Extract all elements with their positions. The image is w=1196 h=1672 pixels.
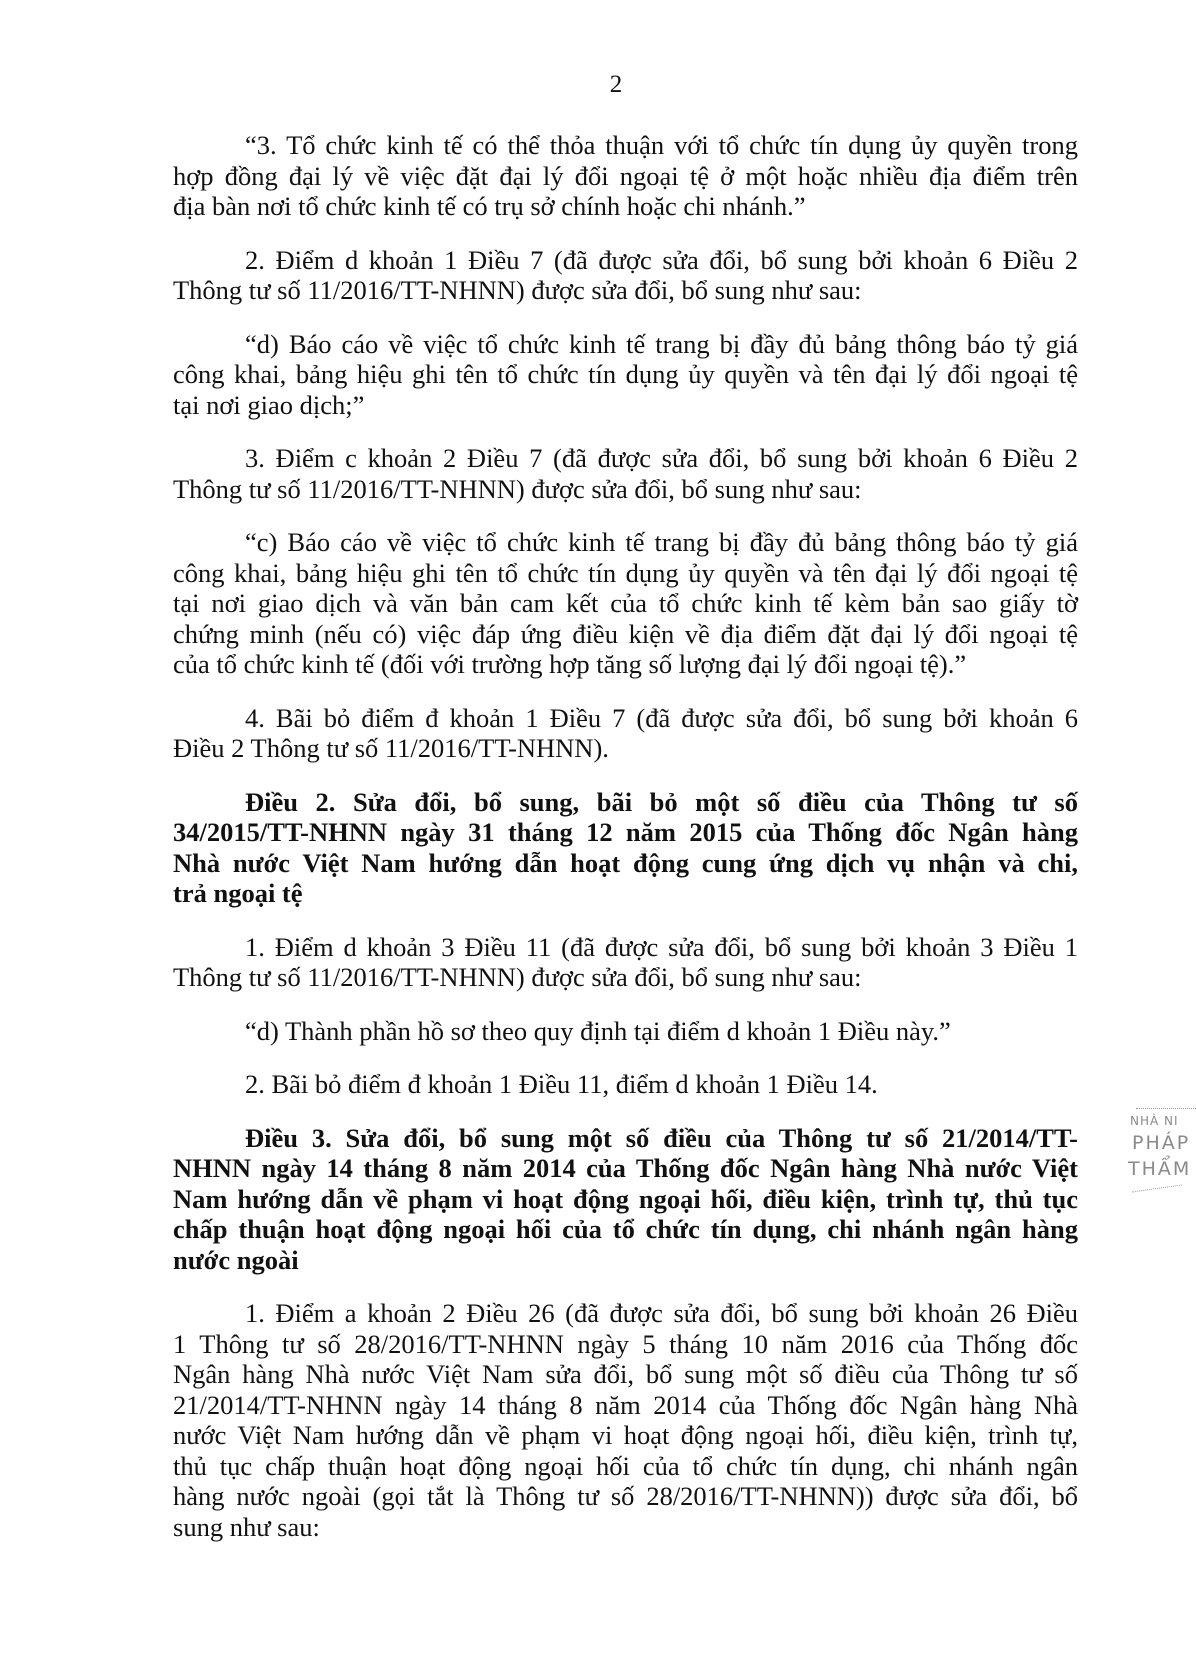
stamp-text-line: NHÀ NI <box>1130 1114 1179 1128</box>
text-line: “d) Thành phần hồ sơ theo quy định tại điểm d khoản 1 Điều này.” <box>245 1015 951 1046</box>
text-line: trả ngoại tệ <box>173 878 303 908</box>
paragraph <box>173 932 1078 993</box>
text-line: chấp thuận hoạt động ngoại hối của tổ chức tín dụng, chi nhánh ngân hàng <box>173 1214 1078 1244</box>
text-line: nước ngoài <box>173 1244 299 1275</box>
text-line: 1. Điểm a khoản 2 Điều 26 (đã được sửa đổi, bổ sung bởi khoản 26 Điều <box>245 1298 1078 1328</box>
stamp-rule <box>1132 1185 1182 1193</box>
paragraph <box>173 1016 1078 1047</box>
stamp-rule <box>1136 1108 1196 1109</box>
text-line: địa bàn nơi tổ chức kinh tế có trụ sở chính hoặc chi nhánh.” <box>173 191 806 221</box>
paragraph <box>173 130 1078 222</box>
text-line: của tổ chức kinh tế (đối với trường hợp tăng số lượng đại lý đổi ngoại tệ).” <box>173 649 967 679</box>
text-line: hàng nước ngoài (gọi tắt là Thông tư số 28/2016/TT-NHNN)) được sửa đổi, bổ <box>173 1481 1078 1511</box>
stamp-text-line: PHÁP <box>1132 1132 1191 1154</box>
paragraph <box>173 527 1078 680</box>
text-line: “c) Báo cáo về việc tổ chức kinh tế trang bị đầy đủ bảng thông báo tỷ giá <box>245 527 1078 557</box>
text-line: Điều 2 Thông tư số 11/2016/TT-NHNN). <box>173 733 609 763</box>
paragraph <box>173 329 1078 421</box>
article-heading <box>173 787 1078 909</box>
text-line: Thông tư số 11/2016/TT-NHNN) được sửa đổi, bổ sung như sau: <box>173 962 862 992</box>
text-line: 3. Điểm c khoản 2 Điều 7 (đã được sửa đổi, bổ sung bởi khoản 6 Điều 2 <box>245 443 1078 473</box>
text-line: Điều 2. Sửa đổi, bổ sung, bãi bỏ một số điều của Thông tư số <box>245 786 1078 817</box>
text-line: 1 Thông tư số 28/2016/TT-NHNN ngày 5 tháng 10 năm 2016 của Thống đốc <box>173 1328 1078 1359</box>
text-line: tại nơi giao dịch;” <box>173 389 365 420</box>
text-line: hợp đồng đại lý về việc đặt đại lý đổi ngoại tệ ở một hoặc nhiều địa điểm trên <box>173 160 1078 191</box>
text-line: công khai, bảng hiệu ghi tên tổ chức tín dụng ủy quyền và tên đại lý đổi ngoại tệ <box>173 557 1078 588</box>
text-line: Điều 3. Sửa đổi, bổ sung một số điều của Thông tư số 21/2014/TT- <box>245 1122 1078 1153</box>
text-line: Thông tư số 11/2016/TT-NHNN) được sửa đổi, bổ sung như sau: <box>173 473 862 504</box>
text-line: Thông tư số 11/2016/TT-NHNN) được sửa đổi, bổ sung như sau: <box>173 275 862 305</box>
stamp-fragment <box>1128 1108 1192 1218</box>
text-line: chứng minh (nếu có) việc đáp ứng điều kiện về địa điểm đặt đại lý đổi ngoại tệ <box>173 618 1078 649</box>
paragraph <box>173 1069 1078 1100</box>
text-line: sung như sau: <box>173 1511 320 1542</box>
paragraph <box>173 443 1078 504</box>
text-line: Nam hướng dẫn về phạm vi hoạt động ngoại hối, điều kiện, trình tự, thủ tục <box>173 1183 1078 1214</box>
text-line: NHNN ngày 14 tháng 8 năm 2014 của Thống đốc Ngân hàng Nhà nước Việt <box>173 1153 1078 1183</box>
text-line: 4. Bãi bỏ điểm đ khoản 1 Điều 7 (đã được sửa đổi, bổ sung bởi khoản 6 <box>245 702 1078 733</box>
text-line: công khai, bảng hiệu ghi tên tổ chức tín dụng ủy quyền và tên đại lý đổi ngoại tệ <box>173 359 1078 389</box>
text-line: 21/2014/TT-NHNN ngày 14 tháng 8 năm 2014 của Thống đốc Ngân hàng Nhà <box>173 1389 1078 1420</box>
text-line: 1. Điểm d khoản 3 Điều 11 (đã được sửa đổi, bổ sung bởi khoản 3 Điều 1 <box>245 931 1078 962</box>
text-line: 34/2015/TT-NHNN ngày 31 tháng 12 năm 2015 của Thống đốc Ngân hàng <box>173 817 1078 847</box>
text-line: Nhà nước Việt Nam hướng dẫn hoạt động cung ứng dịch vụ nhận và chi, <box>173 847 1078 878</box>
text-line: 2. Điểm d khoản 1 Điều 7 (đã được sửa đổi, bổ sung bởi khoản 6 Điều 2 <box>245 244 1078 275</box>
text-line: thủ tục chấp thuận hoạt động ngoại hối của tổ chức tín dụng, chi nhánh ngân <box>173 1450 1078 1481</box>
text-line: “3. Tổ chức kinh tế có thể thỏa thuận với tổ chức tín dụng ủy quyền trong <box>245 130 1078 160</box>
document-body <box>173 130 1078 1565</box>
page-number: 2 <box>609 71 623 98</box>
text-line: Ngân hàng Nhà nước Việt Nam sửa đổi, bổ sung một số điều của Thông tư số <box>173 1359 1078 1389</box>
text-line: “d) Báo cáo về việc tổ chức kinh tế trang bị đầy đủ bảng thông báo tỷ giá <box>245 328 1078 359</box>
paragraph <box>173 1298 1078 1542</box>
text-line: tại nơi giao dịch và văn bản cam kết của tổ chức kinh tế kèm bản sao giấy tờ <box>173 588 1078 618</box>
text-line: nước Việt Nam hướng dẫn về phạm vi hoạt động ngoại hối, điều kiện, trình tự, <box>173 1420 1078 1450</box>
stamp-text-line: THẨM <box>1128 1158 1192 1180</box>
paragraph <box>173 245 1078 306</box>
text-line: 2. Bãi bỏ điểm đ khoản 1 Điều 11, điểm d khoản 1 Điều 14. <box>245 1069 878 1099</box>
paragraph <box>173 703 1078 764</box>
article-heading <box>173 1123 1078 1276</box>
